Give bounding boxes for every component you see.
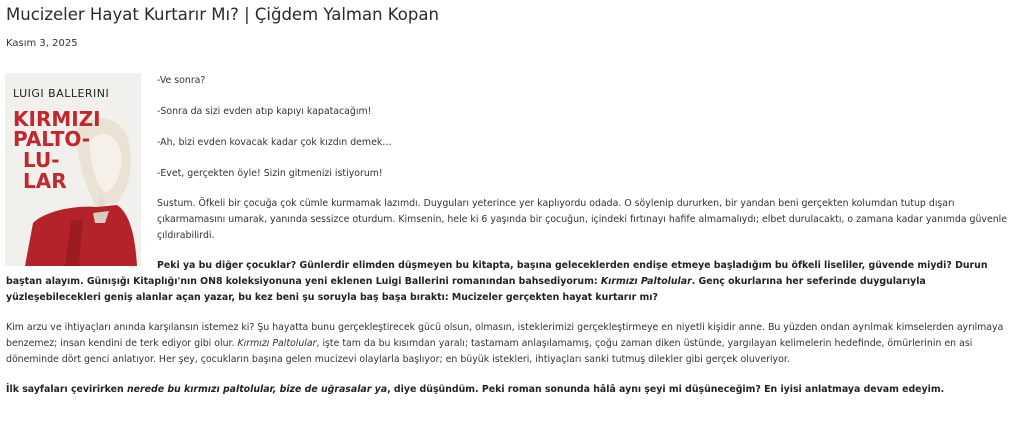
body-text: , işte tam da bu kısımdan yaralı; tastamam anlaşılamamış, çoğu zaman diken üstünde, yargılayan kelimelerin hedefinde, ömürlerinin en asi döneminde dört genci anlatıyor. Her şey, çocukların başına gelen mucizevi olaylarla başlıyor; en büyük istekleri, ihtiyaçları sanki tutmuş dilekler gibi gerçek oluveriyor.	[6, 338, 973, 365]
book-cover-image	[5, 73, 141, 266]
body-paragraph: Sustum. Öfkeli bir çocuğa çok cümle kurmamak lazımdı. Duyguları yeterince yer kaplıyordu odada. O söylenip dururken, bir yandan beni gerçekten kolumdan tutup dışarı çıkarmamasını umarak, yanında sessizce oturdum. Kimsenin, hele ki 6 yaşında bir çocuğun, içindeki fırtınayı hafife almamalıydı; elbet durulacaktı, o zamana kadar yanımda güvenle çıldırabilirdi.	[157, 198, 1008, 241]
body-text: Kim arzu ve ihtiyaçları anında karşılansın istemez ki? Şu hayatta bunu gerçekleştirecek gücü olsun, olmasın, isteklerimizi gerçekleştirmeye en niyetli kişidir anne. Bu yüzden ondan ayrılmak kimselerden ayrılmaya benzemez; insan kendini de terk ediyor gibi olur.	[6, 322, 1004, 349]
bold-closing-paragraph	[6, 382, 1012, 398]
book-title-italic: Kırmızı Paltolular	[237, 338, 317, 349]
bold-text: . Genç okurlarına her seferinde duygularıyla yüzleşebilecekleri geniş alanlar açan yazar, bu kez beni şu soruyla baş başa bıraktı: Mucizeler gerçekten hayat kurtarır mı?	[6, 276, 926, 303]
dialogue-line: -Ve sonra?	[157, 75, 206, 86]
cover-title-line-2: PALTO-	[13, 127, 91, 151]
italic-quote: nerede bu kırmızı paltolular, bize de uğrasalar ya	[126, 384, 388, 395]
article-title: Mucizeler Hayat Kurtarır Mı? | Çiğdem Yalman Kopan	[6, 5, 439, 24]
bold-intro-paragraph	[6, 258, 1012, 306]
body-paragraph	[6, 320, 1012, 368]
cover-title-line-1: KIRMIZI	[13, 107, 101, 131]
dialogue-line: -Sonra da sizi evden atıp kapıyı kapatacağım!	[157, 106, 372, 117]
dialogue-line: -Evet, gerçekten öyle! Sizin gitmenizi istiyorum!	[157, 168, 383, 179]
bold-text: , diye düşündüm. Peki roman sonunda hâlâ aynı şeyi mi düşüneceğim? En iyisi anlatmaya devam edeyim.	[387, 384, 945, 395]
cover-title-line-3: LU-	[23, 148, 60, 172]
dialogue-line: -Ah, bizi evden kovacak kadar çok kızdın demek…	[157, 137, 392, 148]
book-title-italic: Kırmızı Paltolular	[600, 276, 692, 287]
cover-title-line-4: LAR	[23, 169, 67, 193]
bold-text: İlk sayfaları çevirirken	[6, 384, 127, 395]
article-date: Kasım 3, 2025	[6, 38, 78, 49]
cover-author: LUIGI BALLERINI	[13, 87, 110, 100]
bold-text: Peki ya bu diğer çocuklar? Günlerdir elimden düşmeyen bu kitapta, başına geleceklerden endişe etmeye başladığım bu öfkeli liseliler, güvende miydi? Durun baştan alayım. Günışığı Kitaplığı'nın ON8 koleksiyonuna yeni eklenen Luigi Ballerini romanından bahsediyorum:	[6, 260, 988, 287]
